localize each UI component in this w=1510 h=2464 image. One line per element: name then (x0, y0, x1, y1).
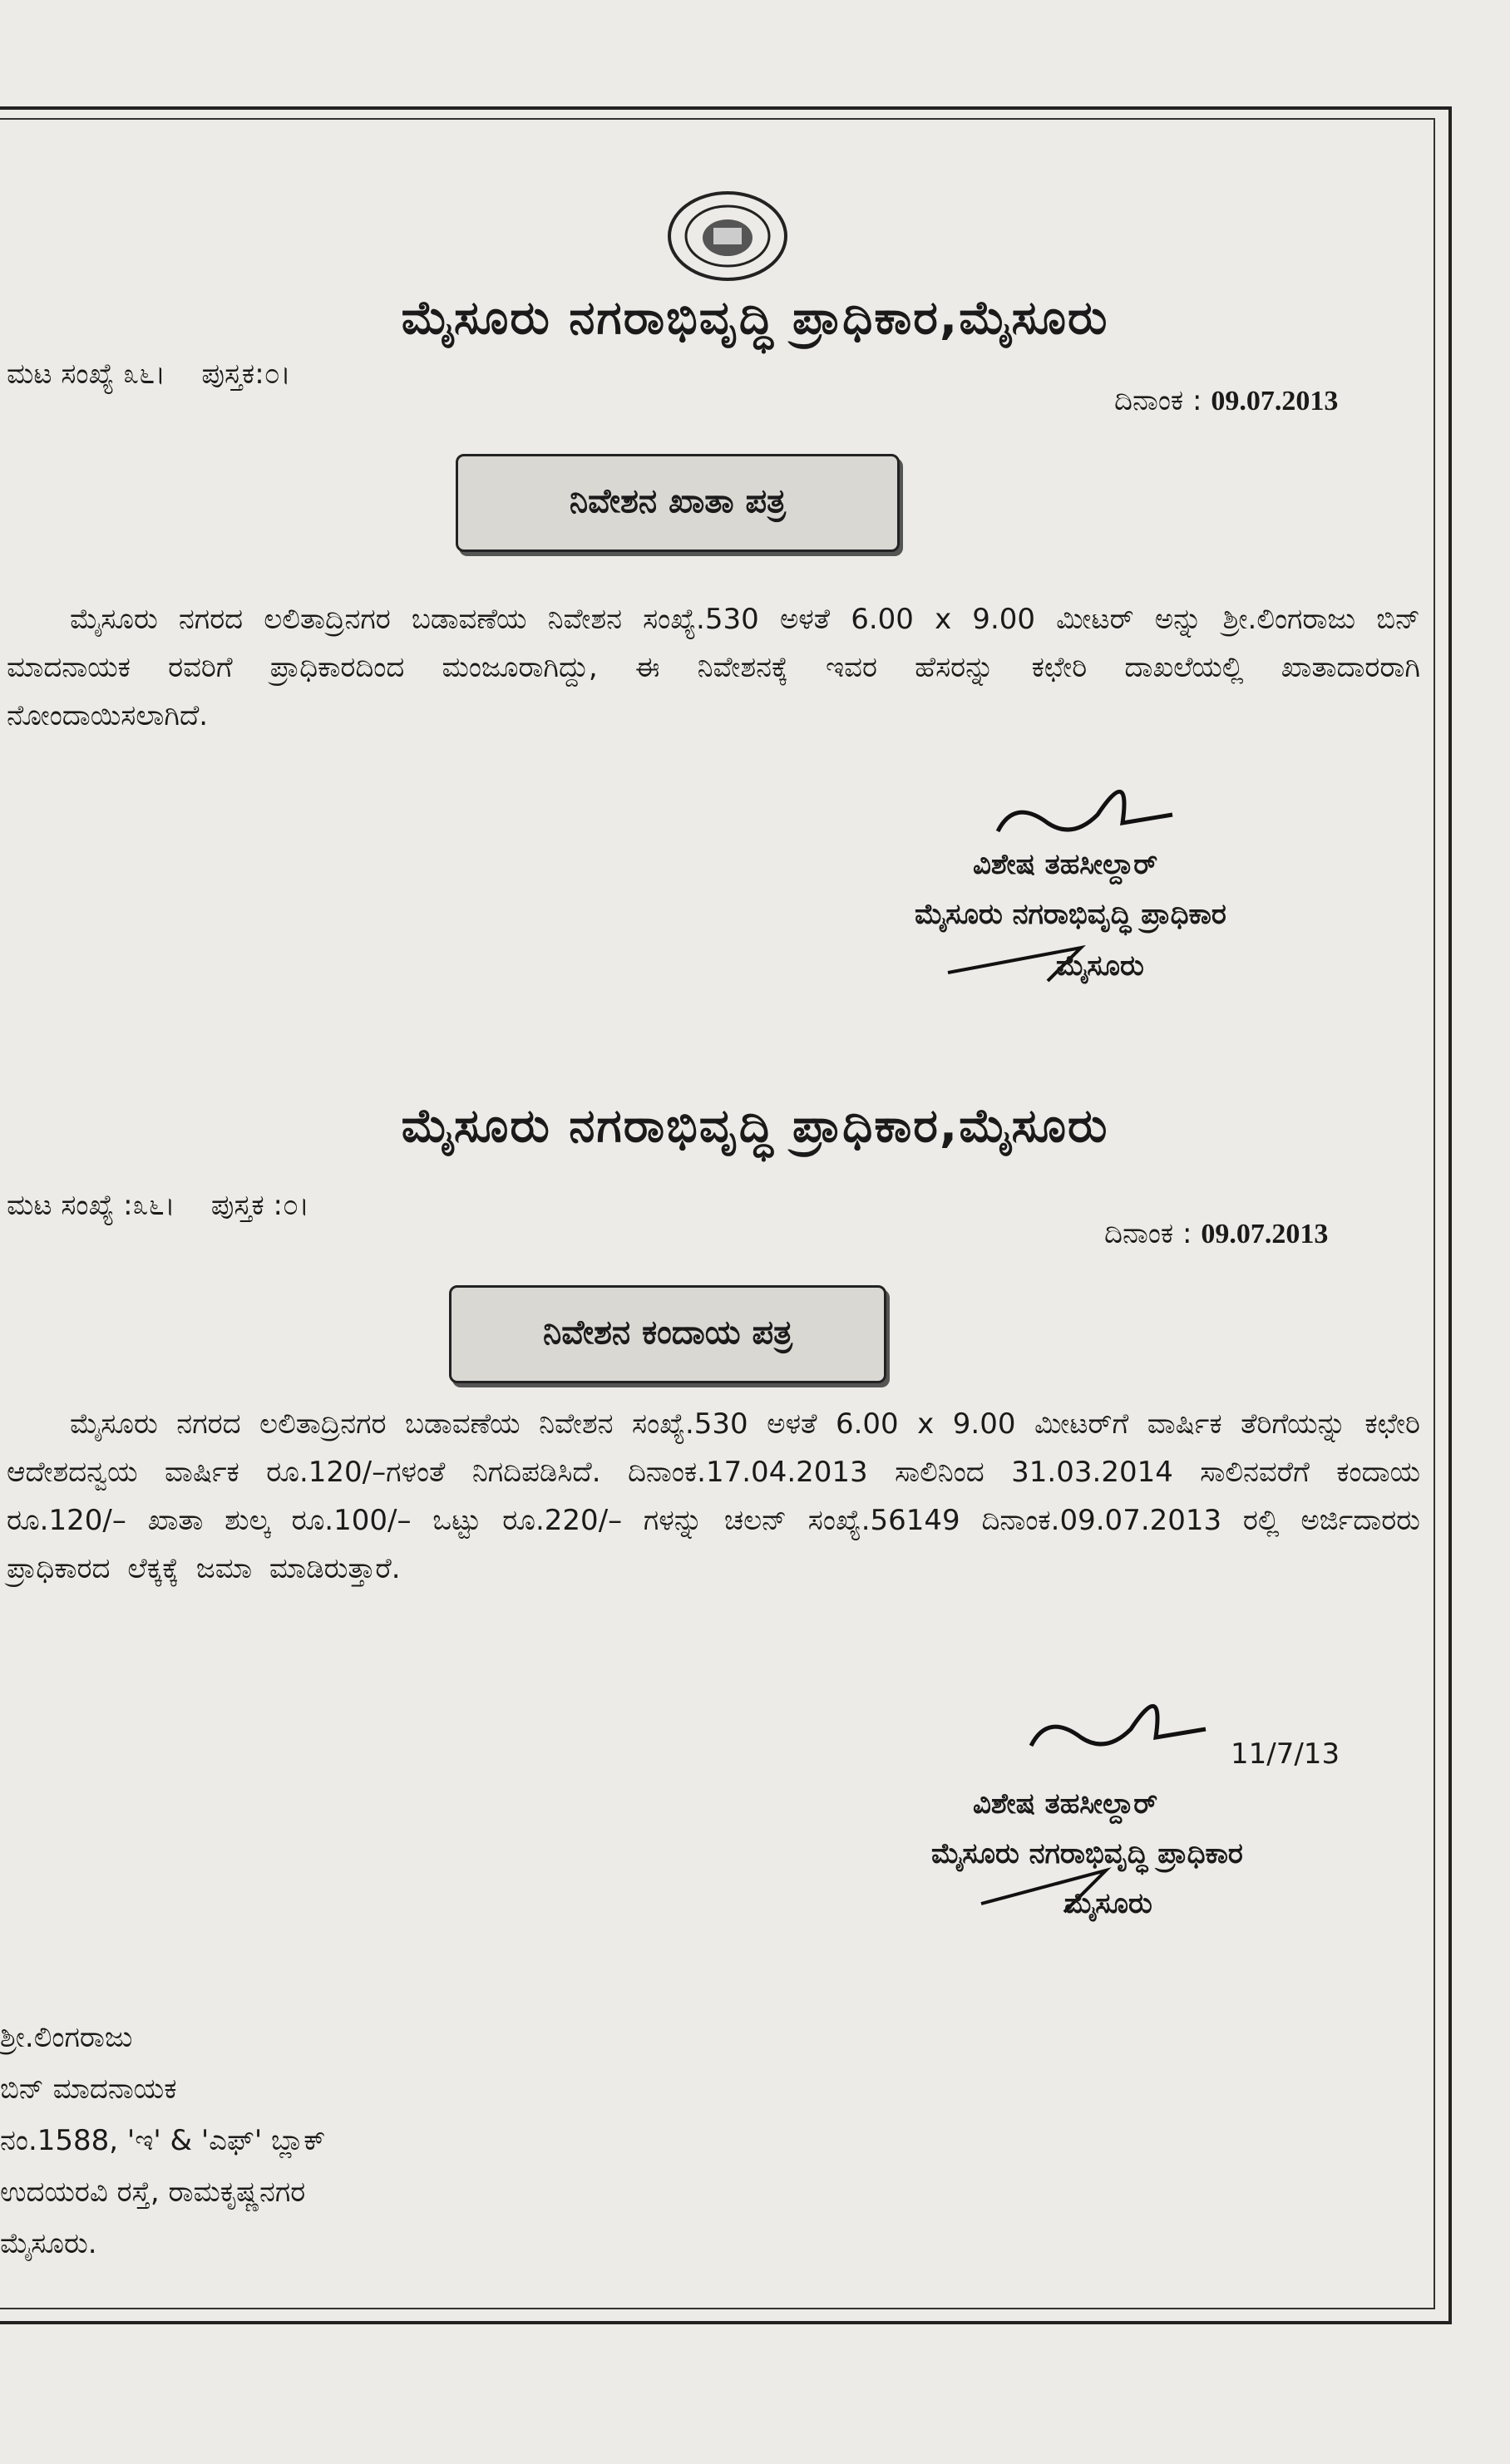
authority-heading: ಮೈಸೂರು ನಗರಾಭಿವೃದ್ಧಿ ಪ್ರಾಧಿಕಾರ,ಮೈಸೂರು (401, 291, 1109, 345)
address-line: ಶ್ರೀ.ಲಿಂಗರಾಜು (0, 2021, 133, 2054)
issue-date: ದಿನಾಂಕ : 09.07.2013 (1114, 384, 1339, 417)
khata-body-text: ಮೈಸೂರು ನಗರದ ಲಲಿತಾದ್ರಿನಗರ ಬಡಾವಣೆಯ ನಿವೇಶನ ಸಂಖ್ಯೆ.530 ಅಳತೆ 6.00 x 9.00 ಮೀಟರ್ ಅನ್ನು ಶ್ರೀ.ಲಿಂಗರಾಜು ಬಿನ್ ಮಾದನಾಯಕ ರವರಿಗೆ ಪ್ರಾಧಿಕಾರದಿಂದ ಮಂಜೂರಾಗಿದ್ದು, ಈ ನಿವೇಶನಕ್ಕೆ ಇವರ ಹೆಸರನ್ನು ಕಛೇರಿ ದಾಖಲೆಯಲ್ಲಿ ಖಾತಾದಾರರಾಗಿ ನೋಂದಾಯಿಸಲಾಗಿದೆ. (7, 603, 1420, 732)
authority-seal-icon (665, 185, 790, 284)
document-title: ನಿವೇಶನ ಕಂದಾಯ ಪತ್ರ (449, 1285, 886, 1383)
authority-heading: ಮೈಸೂರು ನಗರಾಭಿವೃದ್ಧಿ ಪ್ರಾಧಿಕಾರ,ಮೈಸೂರು (401, 1099, 1109, 1153)
signature-stamp-2: 11/7/13 ವಿಶೇಷ ತಹಸೀಲ್ದಾರ್ ಮೈಸೂರು ನಗರಾಭಿವೃದ್ಧಿ ಪ್ರಾಧಿಕಾರ ಮೈಸೂರು (931, 1696, 1430, 1937)
address-line: ಮೈಸೂರು. (0, 2227, 97, 2260)
document-title: ನಿವೇಶನ ಖಾತಾ ಪತ್ರ (456, 454, 900, 552)
address-line: ನಂ.1588, 'ಇ' & 'ಎಫ್' ಬ್ಲಾಕ್ (0, 2124, 326, 2157)
issue-date: ದಿನಾಂಕ : 09.07.2013 (1104, 1217, 1329, 1250)
recipient-address (0, 2012, 326, 2269)
page-number: ಮಟ ಸಂಖ್ಯೆ ೩೬। ಪುಸ್ತಕ:೦। (7, 357, 291, 391)
address-line: ಬಿನ್ ಮಾದನಾಯಕ (0, 2072, 177, 2106)
page-number: ಮಟ ಸಂಖ್ಯೆ :೩೬। ಪುಸ್ತಕ :೦। (7, 1189, 309, 1222)
signature-stamp-1: ವಿಶೇಷ ತಹಸೀಲ್ದಾರ್ ಮೈಸೂರು ನಗರಾಭಿವೃದ್ಧಿ ಪ್ರಾಧಿಕಾರ ಮೈಸೂರು (915, 756, 1414, 998)
address-line: ಉದಯರವಿ ರಸ್ತೆ, ರಾಮಕೃಷ್ಣನಗರ (0, 2176, 306, 2209)
tax-body-text: ಮೈಸೂರು ನಗರದ ಲಲಿತಾದ್ರಿನಗರ ಬಡಾವಣೆಯ ನಿವೇಶನ ಸಂಖ್ಯೆ.530 ಅಳತೆ 6.00 x 9.00 ಮೀಟರ್‌ಗೆ ವಾರ್ಷಿಕ ತೆರಿಗೆಯನ್ನು ಕಛೇರಿ ಆದೇಶದನ್ವಯ ವಾರ್ಷಿಕ ರೂ.120/–ಗಳಂತೆ ನಿಗದಿಪಡಿಸಿದೆ. ದಿನಾಂಕ.17.04.2013 ಸಾಲಿನಿಂದ 31.03.2014 ಸಾಲಿನವರೆಗೆ ಕಂದಾಯ ರೂ.120/– ಖಾತಾ ಶುಲ್ಕ ರೂ.100/– ಒಟ್ಟು ರೂ.220/– ಗಳನ್ನು ಚಲನ್ ಸಂಖ್ಯೆ.56149 ದಿನಾಂಕ.09.07.2013 ರಲ್ಲಿ ಅರ್ಜಿದಾರರು ಪ್ರಾಧಿಕಾರದ ಲೆಕ್ಕಕ್ಕೆ ಜಮಾ ಮಾಡಿರುತ್ತಾರೆ. (7, 1407, 1420, 1585)
